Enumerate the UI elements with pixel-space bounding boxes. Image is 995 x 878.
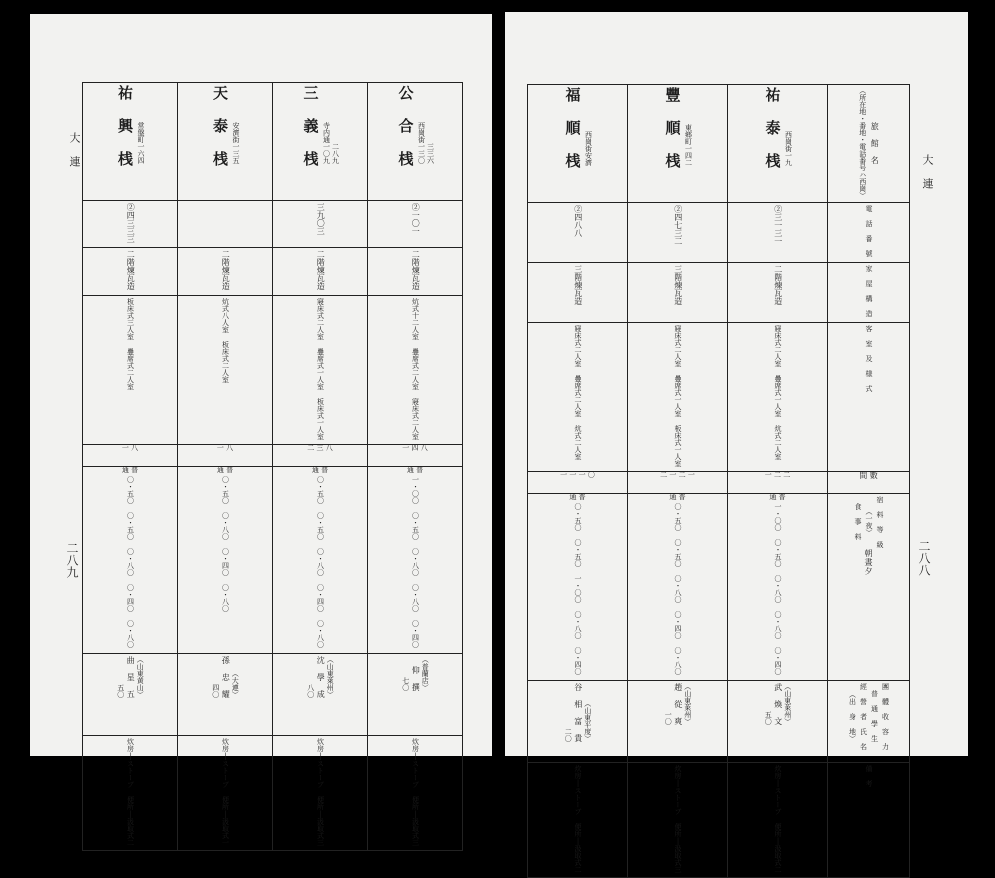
notes: 炊房|ストーブ 便所|汲取式三 <box>316 737 325 846</box>
row-header-owner-block <box>828 680 910 762</box>
notes: 炊房|ストーブ 便所|汲取式二 <box>774 764 782 873</box>
inn-name: 天 泰 桟 <box>211 85 229 166</box>
structure: 二階煉瓦造 <box>773 264 783 305</box>
rates: 〇・五〇 〇・五〇 〇・八〇 〇・四〇 〇・八〇 <box>126 476 135 649</box>
row-header-rooms: 客 室 及 様 式 <box>865 324 873 392</box>
tel-number: ②四七三二 <box>673 205 683 245</box>
inn-name: 福 順 桟 <box>563 87 582 168</box>
row-header-owner: 經 營 者 氏 名 <box>859 682 868 750</box>
inn-name: 三 義 桟 <box>301 85 320 166</box>
capacity: 五〇 <box>764 710 773 725</box>
structure: 二階煉瓦造 <box>316 250 326 291</box>
capacity: 一〇 <box>664 710 673 725</box>
rate-label: 通 普 <box>406 466 424 475</box>
left-table <box>82 82 463 851</box>
right-page-number: 二八八 <box>917 540 931 576</box>
inn-address: 寺内通一〇九 <box>322 122 331 164</box>
rates: 〇・五〇 〇・五〇 〇・八〇 〇・四〇 〇・八〇 <box>674 503 682 676</box>
rate-label: 通 普 <box>216 466 234 475</box>
room-count: 一 八 <box>178 445 273 467</box>
row-header-room-count: 間 數 <box>828 471 910 493</box>
inn-address: 安濟街一三五 <box>232 122 240 164</box>
owner-origin: （山東萊州） <box>326 655 335 698</box>
room-count: 一 二 二 <box>728 471 828 493</box>
inn-name-cell <box>368 83 463 201</box>
room-count: 一 四 八 <box>368 445 463 467</box>
inn-name: 豐 順 桟 <box>663 87 682 168</box>
row-header-rate-sub: （一夜） <box>865 507 873 536</box>
inn-name: 祐 興 桟 <box>116 85 134 166</box>
tel-number: ②四三三三 <box>126 203 136 243</box>
structure: 二階煉瓦造 <box>411 250 421 291</box>
notes: 炊房|ストーブ 便所|汲取式三 <box>411 737 420 846</box>
row-header-meal-evening: 夕 <box>864 566 873 576</box>
row-header-meal-morning: 朝 <box>864 548 873 558</box>
capacity: 七〇 <box>401 676 410 691</box>
inn-phone: 二八九 <box>331 143 340 164</box>
right-table <box>527 84 910 878</box>
room-types: 寢床式二人室 疊席式一人室 板床式一人室 <box>316 297 325 440</box>
structure: 二階煉瓦造 <box>126 250 136 291</box>
inn-address: 西崗街一三〇 <box>417 122 426 164</box>
row-header-name: 旅 館 名 （所在地・番地・電話番号ハ西崗） <box>828 85 910 203</box>
room-count: 一 八 <box>83 445 178 467</box>
owner-name: 趙 從 爽 <box>673 682 683 725</box>
inn-name-cell <box>528 85 628 203</box>
room-types: 寢床式二人室 疊席式一人室 板床式一人室 <box>674 324 682 467</box>
inn-name-cell <box>178 83 273 201</box>
inn-name: 公 合 桟 <box>396 85 415 166</box>
rates: 〇・五〇 〇・八〇 〇・四〇 〇・八〇 <box>221 476 230 613</box>
room-types: 寢床式二人室 疊席式二人室 炕式二人室 <box>574 324 582 460</box>
owner-name: 谷 相 富 貴 <box>573 682 583 742</box>
room-types: 寢床式二人室 疊席式一人室 炕式二人室 <box>774 324 782 460</box>
room-count: 二 三 八 <box>273 445 368 467</box>
left-page <box>30 14 492 846</box>
row-header-capacity-sub: 普 通 學 生 <box>870 690 879 743</box>
rate-label: 通 普 <box>569 492 586 501</box>
tel-number: ②四八八 <box>573 205 583 237</box>
notes: 炊房|ストーブ 便所|汲取式三 <box>674 764 682 873</box>
room-types: 板床式三人室 疊席式二人室 <box>126 297 135 390</box>
tel-number: ②一〇一 <box>411 203 421 235</box>
tel-number: ②三一三一 <box>773 205 783 245</box>
room-count: 一 一 一 〇 <box>528 471 628 493</box>
owner-origin: （大連） <box>231 669 240 698</box>
inn-address: 西崗街一九 <box>784 131 793 166</box>
capacity: 四〇 <box>211 683 220 698</box>
row-header-phone: 電 話 番 號 <box>865 205 873 257</box>
tel-number: 三九〇三 <box>316 203 326 235</box>
inn-name-cell <box>728 85 828 203</box>
right-page-header: 大 連 <box>921 154 934 189</box>
capacity: 八〇 <box>306 683 315 698</box>
row-header-capacity: 團 體 收 容 力 <box>881 682 890 750</box>
inn-name: 祐 泰 桟 <box>763 87 782 168</box>
inn-name-cell <box>273 83 368 201</box>
left-page-number: 二八九 <box>65 542 79 578</box>
owner-origin: （普蘭店） <box>421 655 430 691</box>
row-header-rate: 宿 料 等 級 <box>876 495 884 548</box>
inn-phone: 三三六 <box>426 143 435 164</box>
inn-name-cell <box>83 83 178 201</box>
notes: 炊房|ストーブ 便所|汲取式二 <box>574 764 582 873</box>
row-header-meal: 食 事 料 <box>854 503 862 541</box>
inn-address: 常盤町一六四 <box>137 122 145 164</box>
rates: 〇・五〇 〇・五〇 〇・八〇 〇・四〇 〇・八〇 <box>316 476 325 649</box>
owner-name: 孫 忠 耀 <box>221 655 231 698</box>
rate-label: 通 普 <box>121 466 139 475</box>
owner-name: 武 煥 文 <box>773 682 783 725</box>
rates: 一・〇〇 〇・五〇 〇・八〇 〇・八〇 〇・四〇 <box>774 503 782 676</box>
rate-label: 通 普 <box>669 492 686 501</box>
notes: 炊房|ストーブ 便所|汲取式二 <box>126 737 135 846</box>
rates: 〇・五〇 〇・五〇 一・〇〇 〇・八〇 〇・四〇 <box>574 503 582 676</box>
capacity: 二〇 <box>564 727 573 742</box>
structure: 三階煉瓦造 <box>673 264 683 305</box>
owner-name: 沈 學 成 <box>316 655 326 698</box>
capacity: 五〇 <box>116 683 125 698</box>
room-count: 二 一 二 一 <box>628 471 728 493</box>
room-types: 炕式八人室 板床式二人室 <box>221 297 230 383</box>
inn-address: 西崗街安濟 <box>584 131 593 166</box>
owner-origin: （山東萊州） <box>783 682 792 725</box>
owner-origin: （山東黄山） <box>136 655 145 698</box>
owner-name: 仰 撰 <box>411 665 421 691</box>
row-header-meal-noon: 晝 <box>864 557 873 567</box>
structure: 二階煉瓦造 <box>221 250 231 291</box>
rate-label: 通 普 <box>311 466 329 475</box>
room-types: 炕式十二人室 疊席式二人室 寢床式二人室 <box>411 297 420 440</box>
right-page <box>505 12 968 873</box>
owner-origin: （山東平度） <box>583 699 592 742</box>
inn-address: 東鄉町一四二 <box>684 124 693 166</box>
row-header-name-sub: （所在地・番地・電話番号ハ西崗） <box>858 87 867 199</box>
row-header-structure: 家 屋 構 造 <box>865 264 873 317</box>
structure: 三階煉瓦造 <box>573 264 583 305</box>
owner-name: 曲 星 五 <box>126 655 136 698</box>
left-page-header: 大 連 <box>68 132 81 167</box>
rates: 一・〇〇 〇・五〇 〇・八〇 〇・八〇 〇・四〇 <box>411 476 420 649</box>
owner-origin: （山東萊州） <box>683 682 692 725</box>
row-header-rate-block <box>828 493 910 680</box>
inn-name-cell <box>628 85 728 203</box>
row-header-notes: 備 考 <box>865 764 873 787</box>
row-header-owner-sub: （出 身 地） <box>848 690 857 742</box>
notes: 炊房|ストーブ 便所|汲取式一 <box>221 737 230 846</box>
rate-label: 通 普 <box>769 492 786 501</box>
